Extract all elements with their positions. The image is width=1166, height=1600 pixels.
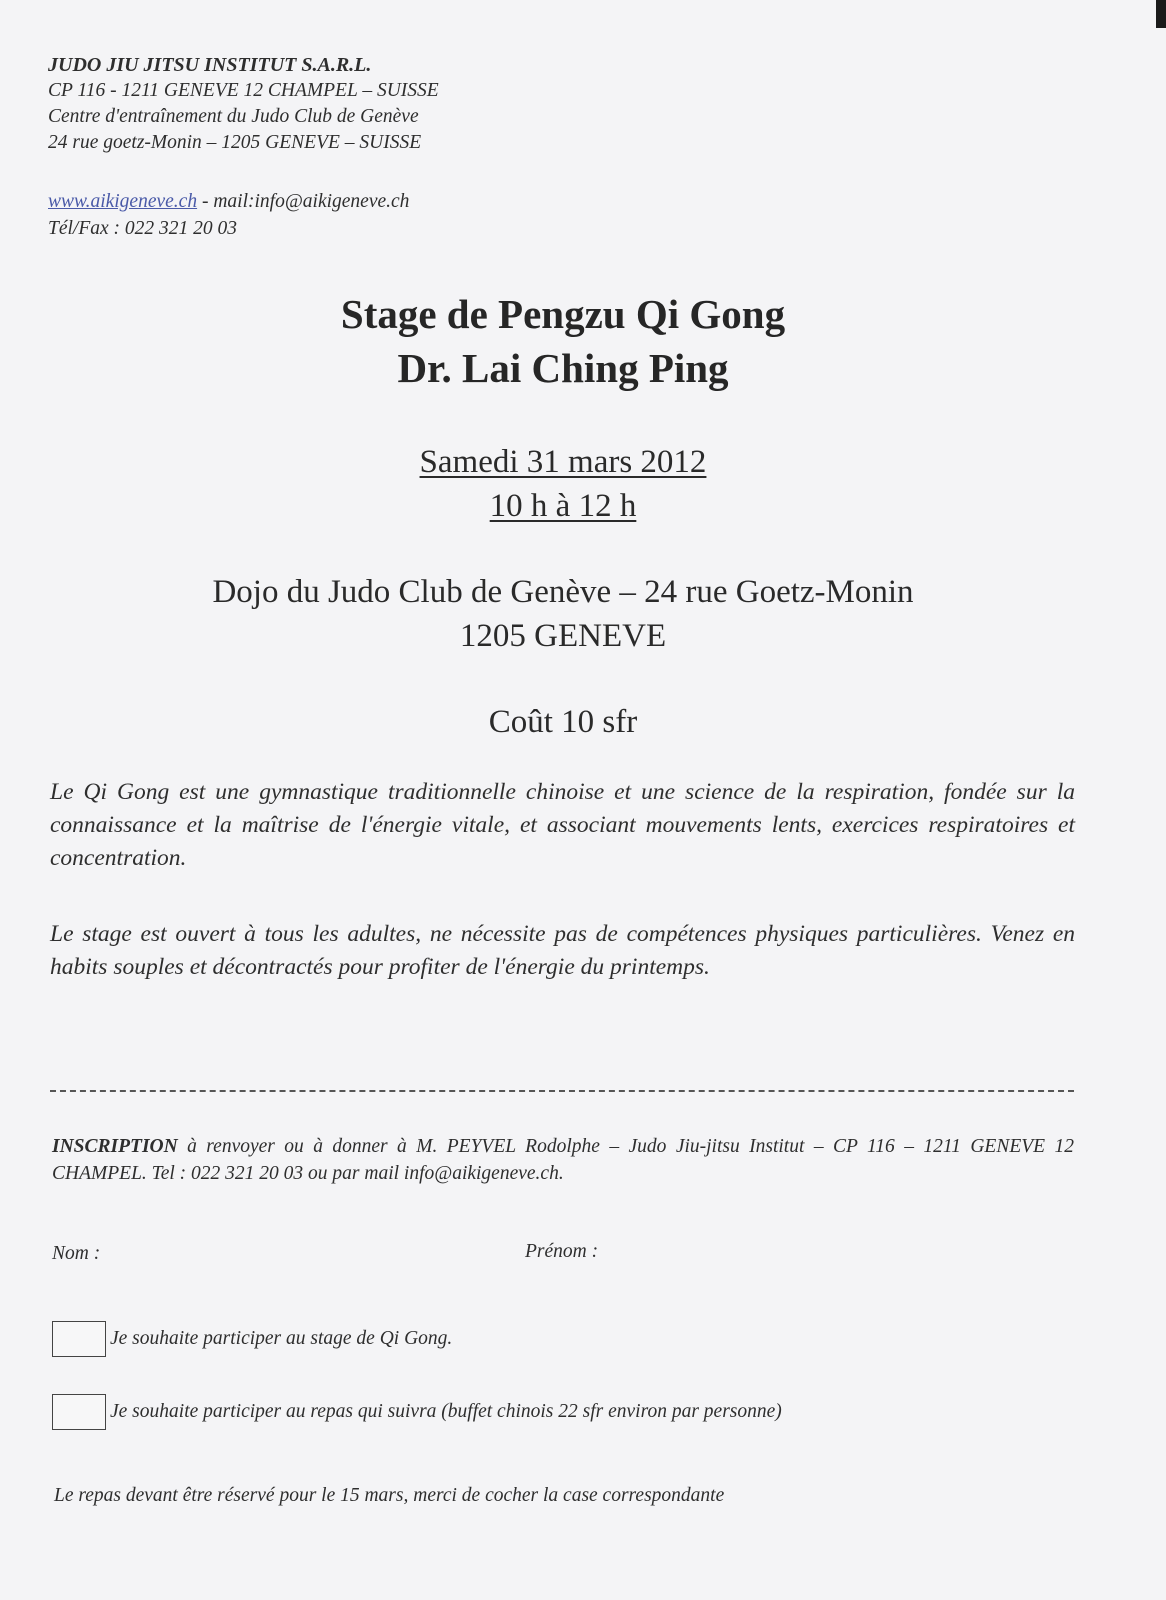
phone-fax: Tél/Fax : 022 321 20 03: [48, 218, 238, 239]
postal-address: CP 116 - 1211 GENEVE 12 CHAMPEL – SUISSE: [48, 80, 439, 101]
inscription-text: à renvoyer ou à donner à M. PEYVEL Rodolphe – Judo Jiu-jitsu Institut – CP 116 – 1211 GENEVE 12 CHAMPEL. Tel : 022 321 20 03 ou par mail info@aikigeneve.ch.: [52, 1136, 1074, 1184]
event-cost: Coût 10 sfr: [488, 704, 638, 740]
venue-line-1: Dojo du Judo Club de Genève – 24 rue Goetz-Monin: [212, 574, 914, 610]
event-time: 10 h à 12 h: [489, 488, 637, 524]
title-line-1: Stage de Pengzu Qi Gong: [340, 291, 786, 337]
option-stage-row: [52, 1320, 452, 1358]
repas-checkbox[interactable]: [52, 1394, 106, 1430]
title-line-2: Dr. Lai Ching Ping: [397, 345, 729, 391]
inscription-lead: INSCRIPTION: [52, 1136, 178, 1157]
scan-edge: [1156, 0, 1166, 28]
website-link[interactable]: www.aikigeneve.ch: [48, 191, 198, 212]
mail-text: - mail:info@aikigeneve.ch: [197, 191, 410, 212]
organization-name: JUDO JIU JITSU INSTITUT S.A.R.L.: [48, 54, 372, 76]
repas-checkbox-label: Je souhaite participer au repas qui suivra (buffet chinois 22 sfr environ par personne): [110, 1401, 782, 1422]
cut-line-divider: [50, 1090, 1074, 1092]
street-address: 24 rue goetz-Monin – 1205 GENEVE – SUISSE: [48, 132, 422, 153]
event-title: [0, 287, 1126, 395]
venue-line-2: 1205 GENEVE: [459, 618, 667, 654]
stage-checkbox[interactable]: [52, 1321, 106, 1357]
nom-field-label: Nom :: [52, 1243, 101, 1264]
description-paragraph-1: Le Qi Gong est une gymnastique traditionnelle chinoise et une science de la respiration, fondée sur la connaissance et la maîtrise de l'énergie vitale, et associant mouvements lents, exercices respiratoires et concentration.: [50, 779, 1075, 871]
stage-checkbox-label: Je souhaite participer au stage de Qi Gong.: [110, 1328, 453, 1349]
reservation-footnote: Le repas devant être réservé pour le 15 mars, merci de cocher la case correspondante: [54, 1485, 725, 1506]
event-venue: [0, 570, 1126, 658]
description-paragraph-2: Le stage est ouvert à tous les adultes, ne nécessite pas de compétences physiques particulières. Venez en habits souples et décontractés pour profiter de l'énergie du printemps.: [50, 921, 1075, 980]
contact-info: [48, 188, 409, 242]
event-schedule: [0, 440, 1126, 528]
option-repas-row: [52, 1393, 782, 1431]
training-center: Centre d'entraînement du Judo Club de Genève: [48, 106, 419, 127]
event-date: Samedi 31 mars 2012: [419, 444, 707, 480]
letterhead: [48, 52, 439, 156]
web-mail-line: [48, 188, 409, 215]
prenom-field-label: Prénom :: [525, 1241, 599, 1262]
inscription-instructions: [52, 1133, 1074, 1187]
